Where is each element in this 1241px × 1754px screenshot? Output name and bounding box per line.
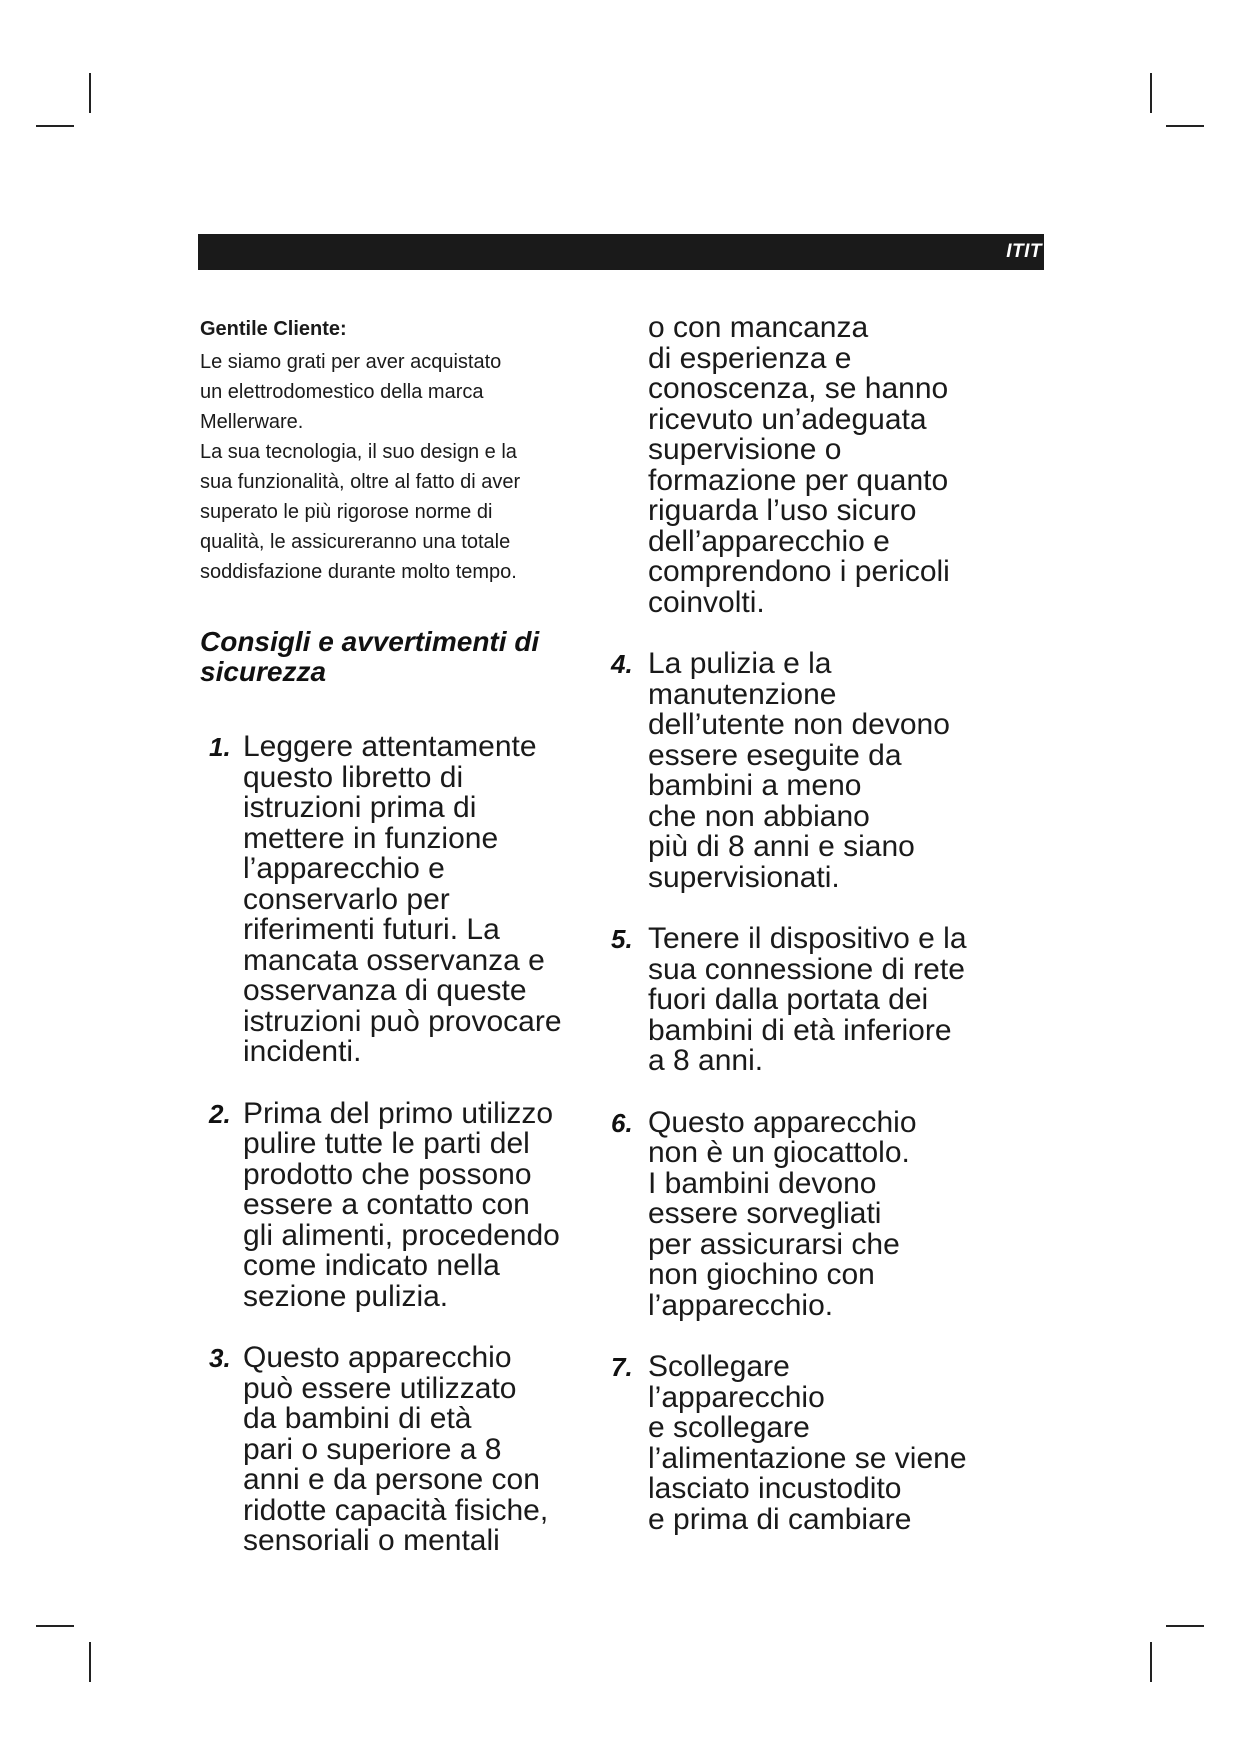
- list-item: [209, 730, 620, 1068]
- item-text: Questo apparecchio può essere utilizzato da bambini di età pari o superiore a 8 anni e da persone con ridotte capacità fisiche, sensoriali o mentali: [243, 1341, 549, 1557]
- crop-mark-bottom-right-vertical: [1150, 1642, 1152, 1682]
- crop-mark-top-right-vertical: [1150, 73, 1152, 113]
- list-item: [209, 1341, 620, 1557]
- item-text: La pulizia e la manutenzione dell’utente non devono essere eseguite da bambini a meno che non abbiano più di 8 anni e siano supervisionati.: [648, 647, 950, 894]
- list-item: [611, 1105, 1068, 1322]
- item-number: 2.: [209, 1098, 231, 1129]
- right-column: [611, 311, 1068, 1566]
- header-bar: [198, 234, 1044, 270]
- crop-mark-top-left-vertical: [89, 73, 91, 113]
- crop-mark-bottom-right-horizontal: [1166, 1625, 1204, 1627]
- list-item: [611, 922, 1068, 1077]
- item-number: 4.: [611, 649, 633, 679]
- safety-list-right: [611, 647, 1068, 1536]
- crop-mark-bottom-left-horizontal: [36, 1625, 74, 1627]
- item-text: Questo apparecchio non è un giocattolo. I bambini devono essere sorvegliati per assicurarsi che non giochino con l’apparecchio.: [648, 1105, 917, 1322]
- item-text: Scollegare l’apparecchio e scollegare l’alimentazione se viene lasciato incustodito e prima di cambiare: [648, 1350, 967, 1536]
- item-3-continuation: o con mancanza di esperienza e conoscenza, se hanno ricevuto un’adeguata supervisione o formazione per quanto riguarda l’uso sicuro dell’apparecchio e comprendono i pericoli coinvolti.: [648, 311, 950, 619]
- item-number: 6.: [611, 1107, 633, 1138]
- greeting: Gentile Cliente:: [200, 318, 347, 340]
- crop-mark-top-left-horizontal: [36, 125, 74, 127]
- crop-mark-top-right-horizontal: [1166, 125, 1204, 127]
- list-item: [611, 647, 1068, 894]
- section-title: Consigli e avvertimenti di sicurezza: [200, 626, 540, 687]
- intro-paragraph: Le siamo grati per aver acquistato un elettrodomestico della marca Mellerware. La sua tecnologia, il suo design e la sua funzionalità, oltre al fatto di aver superato le più rigorose norme di qualità, le assicureranno una totale soddisfazione durante molto tempo.: [200, 351, 521, 583]
- item-text: Tenere il dispositivo e la sua connessione di rete fuori dalla portata dei bambini di età inferiore a 8 anni.: [648, 922, 967, 1077]
- item-number: 3.: [209, 1343, 231, 1373]
- list-item: [611, 1350, 1068, 1536]
- item-number: 5.: [611, 924, 633, 954]
- list-item: [209, 1096, 620, 1313]
- left-column: [200, 318, 620, 1588]
- item-number: 7.: [611, 1352, 633, 1382]
- item-number: 1.: [209, 732, 231, 762]
- safety-list-left: [200, 732, 620, 1557]
- item-text: Leggere attentamente questo libretto di istruzioni prima di mettere in funzione l’apparecchio e conservarlo per riferimenti futuri. La mancata osservanza e osservanza di queste istruzioni può provocare incidenti.: [243, 730, 562, 1068]
- crop-mark-bottom-left-vertical: [89, 1642, 91, 1682]
- item-text: Prima del primo utilizzo pulire tutte le parti del prodotto che possono essere a contatto con gli alimenti, procedendo come indicato nella sezione pulizia.: [243, 1096, 560, 1313]
- language-code: ITIT: [1006, 241, 1042, 262]
